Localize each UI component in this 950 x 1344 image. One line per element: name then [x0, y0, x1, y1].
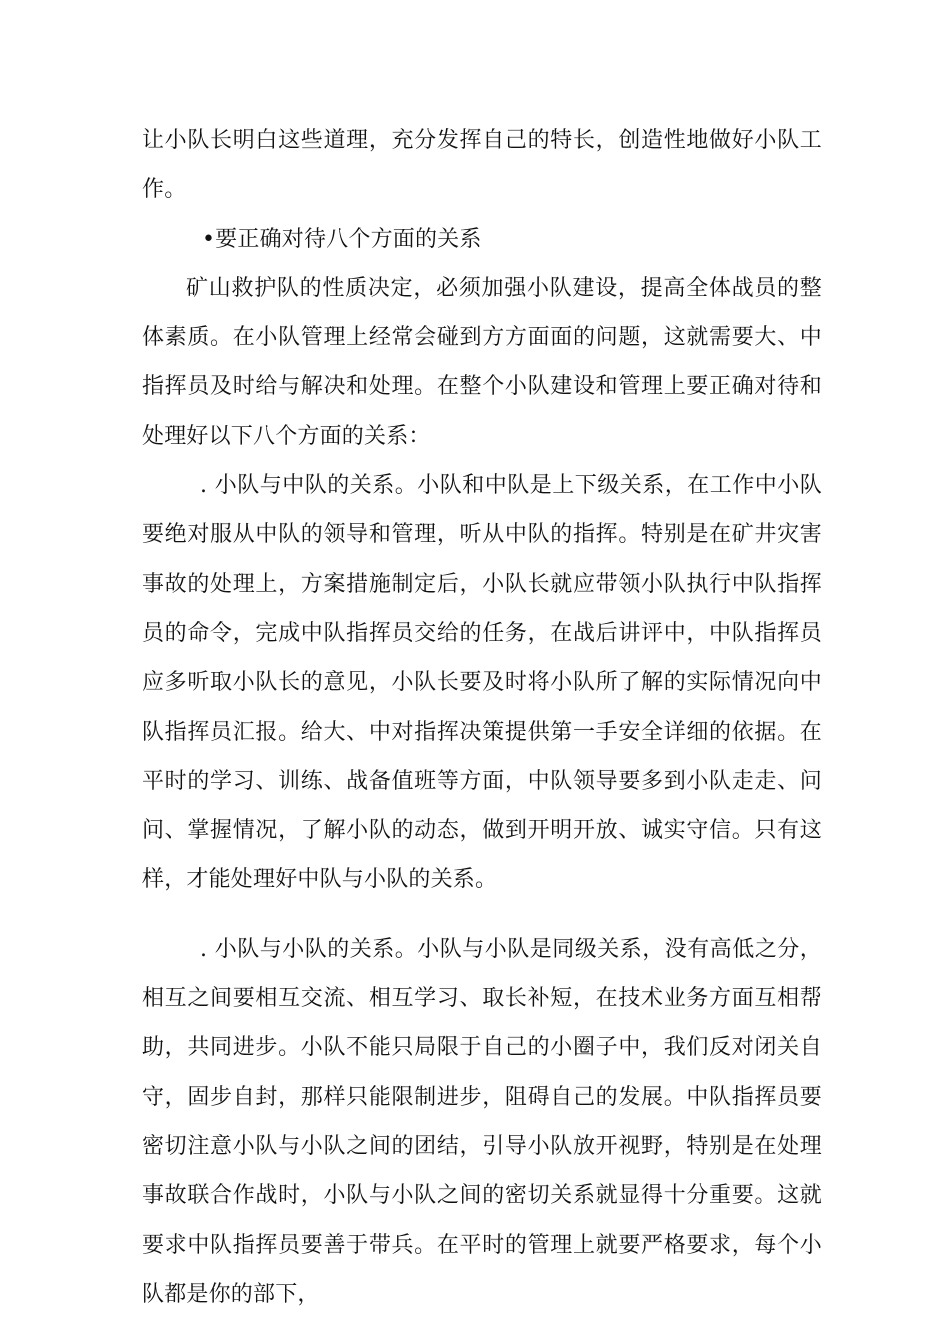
paragraph-relation-2: . 小队与小队的关系。小队与小队是同级关系，没有高低之分，相互之间要相互交流、相互学习、取长补短，在技术业务方面互相帮助，共同进步。小队不能只局限于自己的小圈子中，我们反对闭关自守，固步自封，那样只能限制进步，阻碍自己的发展。中队指挥员要密切注意小队与小队之间的团结，引导小队放开视野，特别是在处理事故联合作战时，小队与小队之间的密切关系就显得十分重要。这就要求中队指挥员要善于带兵。在平时的管理上就要严格要求，每个小队都是你的部下，	[142, 936, 822, 1307]
paragraph-continuation: 让小队长明白这些道理，充分发挥自己的特长，创造性地做好小队工作。	[142, 128, 822, 203]
paragraph-intro: 矿山救护队的性质决定，必须加强小队建设，提高全体战员的整体素质。在小队管理上经常会碰到方方面面的问题，这就需要大、中指挥员及时给与解决和处理。在整个小队建设和管理上要正确对待和处理好以下八个方面的关系：	[142, 275, 822, 449]
paragraph-relation-1: . 小队与中队的关系。小队和中队是上下级关系，在工作中小队要绝对服从中队的领导和管理，听从中队的指挥。特别是在矿井灾害事故的处理上，方案措施制定后，小队长就应带领小队执行中队指挥员的命令，完成中队指挥员交给的任务，在战后讲评中，中队指挥员应多听取小队长的意见，小队长要及时将小队所了解的实际情况向中队指挥员汇报。给大、中对指挥决策提供第一手安全详细的依据。在平时的学习、训练、战备值班等方面，中队领导要多到小队走走、问问、掌握情况，了解小队的动态，做到开明开放、诚实守信。只有这样，才能处理好中队与小队的关系。	[142, 473, 822, 893]
document-body	[142, 116, 822, 1319]
section-heading: •要正确对待八个方面的关系	[202, 226, 482, 252]
